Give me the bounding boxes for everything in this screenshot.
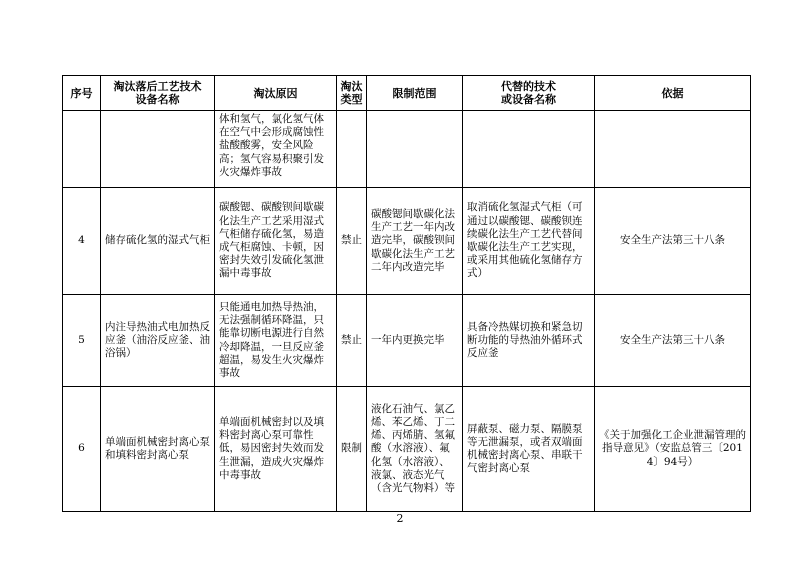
- cell-type: 禁止: [337, 295, 367, 387]
- cell-no: 5: [63, 295, 101, 387]
- table-row: [63, 111, 751, 188]
- cell-scope: 碳酸锶间歇碳化法生产工艺一年内改造完毕，碳酸钡间歇碳化法生产工艺二年内改造完毕: [367, 188, 463, 295]
- page-number: 2: [396, 512, 404, 525]
- header-device: 淘汰落后工艺技术 设备名称: [101, 76, 215, 111]
- cell-no: [63, 111, 101, 188]
- cell-reason: 单端面机械密封以及填料密封离心泵可靠性低，易因密封失效而发生泄漏，造成火灾爆炸中毒事故: [215, 387, 337, 512]
- cell-basis: [595, 111, 751, 188]
- table-header-row: [63, 76, 751, 111]
- cell-type: [337, 111, 367, 188]
- header-reason: 淘汰原因: [215, 76, 337, 111]
- elimination-table: [62, 75, 751, 512]
- table-row: [63, 295, 751, 387]
- cell-type: 限制: [337, 387, 367, 512]
- cell-device: [101, 111, 215, 188]
- table-row: [63, 387, 751, 512]
- header-no: 序号: [63, 76, 101, 111]
- cell-type: 禁止: [337, 188, 367, 295]
- cell-replacement: 屏蔽泵、磁力泵、隔膜泵等无泄漏泵，或者双端面机械密封离心泵、串联干气密封离心泵: [463, 387, 595, 512]
- cell-no: 6: [63, 387, 101, 512]
- header-replacement: 代替的技术 或设备名称: [463, 76, 595, 111]
- cell-replacement: 具备冷热媒切换和紧急切断功能的导热油外循环式反应釜: [463, 295, 595, 387]
- cell-device: 内注导热油式电加热反应釜（油浴反应釜、油浴锅）: [101, 295, 215, 387]
- cell-basis: 安全生产法第三十八条: [595, 188, 751, 295]
- cell-reason: 碳酸锶、碳酸钡间歇碳化法生产工艺采用湿式气柜储存硫化氢，易造成气柜腐蚀、卡顿，因密封失效引发硫化氢泄漏中毒事故: [215, 188, 337, 295]
- header-type: 淘汰 类型: [337, 76, 367, 111]
- cell-device: 储存硫化氢的湿式气柜: [101, 188, 215, 295]
- cell-scope: [367, 111, 463, 188]
- header-basis: 依据: [595, 76, 751, 111]
- cell-reason: 只能通电加热导热油，无法强制循环降温，只能靠切断电源进行自然冷却降温，一旦反应釜超温，易发生火灾爆炸事故: [215, 295, 337, 387]
- header-scope: 限制范围: [367, 76, 463, 111]
- cell-reason: 体和氢气，氯化氢气体在空气中会形成腐蚀性盐酸酸雾，安全风险高；氢气容易积聚引发火灾爆炸事故: [215, 111, 337, 188]
- cell-replacement: [463, 111, 595, 188]
- cell-scope: 液化石油气、氯乙烯、苯乙烯、丁二烯、丙烯腈、氢氟酸（水溶液）、氟化氢（水溶液）、液氯、液态光气（含光气物料）等: [367, 387, 463, 512]
- cell-scope: 一年内更换完毕: [367, 295, 463, 387]
- cell-basis: 安全生产法第三十八条: [595, 295, 751, 387]
- cell-device: 单端面机械密封离心泵和填料密封离心泵: [101, 387, 215, 512]
- cell-no: 4: [63, 188, 101, 295]
- cell-replacement: 取消硫化氢湿式气柜（可通过以碳酸锶、碳酸钡连续碳化法生产工艺代替间歇碳化法生产工艺实现，或采用其他硫化氢储存方式）: [463, 188, 595, 295]
- table-row: [63, 188, 751, 295]
- cell-basis: 《关于加强化工企业泄漏管理的指导意见》（安监总管三〔2014〕94号）: [595, 387, 751, 512]
